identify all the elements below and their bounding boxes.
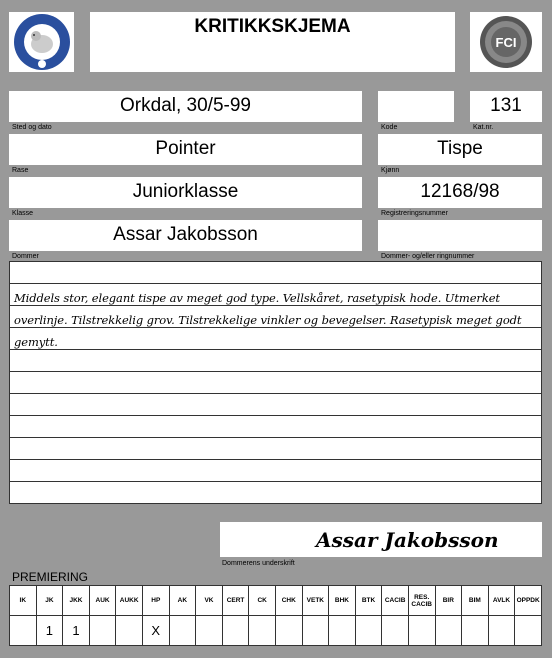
premiering-value-cell[interactable]: X — [142, 616, 169, 646]
critique-area[interactable] — [9, 261, 542, 504]
premiering-header-cell: AUK — [89, 586, 116, 616]
premiering-value-cell[interactable] — [116, 616, 143, 646]
premiering-header-cell: BHK — [329, 586, 356, 616]
klasse-field[interactable]: Juniorklasse — [9, 177, 362, 208]
svg-text:FCI: FCI — [495, 35, 517, 50]
kode-field[interactable] — [378, 91, 454, 122]
kjonn-field[interactable]: Tispe — [378, 134, 542, 165]
premiering-value-cell[interactable] — [408, 616, 435, 646]
premiering-header-cell: BIM — [462, 586, 489, 616]
premiering-header-cell: AVLK — [488, 586, 515, 616]
premiering-header-cell: CERT — [222, 586, 249, 616]
premiering-value-cell[interactable]: 1 — [36, 616, 63, 646]
sted-og-dato-field[interactable]: Orkdal, 30/5-99 — [9, 91, 362, 122]
premiering-value-cell[interactable] — [515, 616, 542, 646]
premiering-header-cell: JK — [36, 586, 63, 616]
premiering-header-cell: HP — [142, 586, 169, 616]
premiering-value-cell[interactable] — [302, 616, 329, 646]
premiering-value-row — [10, 616, 542, 646]
signature-box[interactable] — [220, 522, 542, 557]
premiering-header-cell: IK — [10, 586, 37, 616]
premiering-header-cell: BTK — [355, 586, 382, 616]
sted-og-dato-label: Sted og dato — [12, 124, 52, 131]
premiering-header-cell: AK — [169, 586, 196, 616]
premiering-value-cell[interactable] — [355, 616, 382, 646]
nkk-logo-box — [9, 12, 74, 72]
premiering-value-cell[interactable] — [329, 616, 356, 646]
dommer-ringnummer-label: Dommer- og/eller ringnummer — [381, 253, 475, 260]
premiering-value-cell[interactable] — [462, 616, 489, 646]
premiering-header-row — [10, 586, 542, 616]
form-title: KRITIKKSKJEMA — [90, 12, 455, 72]
premiering-label: PREMIERING — [12, 570, 89, 584]
premiering-value-cell[interactable] — [10, 616, 37, 646]
premiering-header-cell: OPPDK — [515, 586, 542, 616]
premiering-value-cell[interactable] — [488, 616, 515, 646]
premiering-header-cell: CHK — [275, 586, 302, 616]
fci-logo-box — [470, 12, 542, 72]
signature-name: Assar Jakobsson — [316, 528, 499, 552]
premiering-value-cell[interactable] — [89, 616, 116, 646]
nkk-logo-icon — [12, 12, 72, 72]
fci-logo-icon — [478, 14, 534, 70]
critique-text: Middels stor, elegant tispe av meget god type. Vellskåret, rasetypisk hode. Utmerket overlinje. Tilstrekkelig grov. Tilstrekkelige vinkler og bevegelser. Rasetypisk meget godt gemytt. — [14, 291, 522, 349]
premiering-header-cell: BIR — [435, 586, 462, 616]
premiering-value-cell[interactable] — [249, 616, 276, 646]
klasse-label: Klasse — [12, 210, 34, 217]
premiering-value-cell[interactable] — [382, 616, 409, 646]
premiering-header-cell: AUKK — [116, 586, 143, 616]
dommer-field[interactable]: Assar Jakobsson — [9, 220, 362, 251]
premiering-value-cell[interactable] — [435, 616, 462, 646]
premiering-value-cell[interactable]: 1 — [63, 616, 90, 646]
kat-nr-label: Kat.nr. — [473, 124, 494, 131]
rase-field[interactable]: Pointer — [9, 134, 362, 165]
premiering-value-cell[interactable] — [196, 616, 223, 646]
signature-label: Dommerens underskrift — [222, 560, 295, 567]
premiering-value-cell[interactable] — [169, 616, 196, 646]
premiering-header-cell: VETK — [302, 586, 329, 616]
registreringsnummer-label: Registreringsnummer — [381, 210, 448, 217]
kjonn-label: Kjønn — [381, 167, 400, 174]
dommer-ringnummer-field[interactable] — [378, 220, 542, 251]
rase-label: Rase — [12, 167, 29, 174]
kode-label: Kode — [381, 124, 398, 131]
kat-nr-field[interactable]: 131 — [470, 91, 542, 122]
premiering-header-cell: CK — [249, 586, 276, 616]
premiering-header-cell: RES. CACIB — [408, 586, 435, 616]
premiering-header-cell: VK — [196, 586, 223, 616]
premiering-header-cell: JKK — [63, 586, 90, 616]
premiering-table — [9, 585, 542, 646]
premiering-value-cell[interactable] — [275, 616, 302, 646]
premiering-value-cell[interactable] — [222, 616, 249, 646]
registreringsnummer-field[interactable]: 12168/98 — [378, 177, 542, 208]
premiering-header-cell: CACIB — [382, 586, 409, 616]
dommer-label: Dommer — [12, 253, 39, 260]
